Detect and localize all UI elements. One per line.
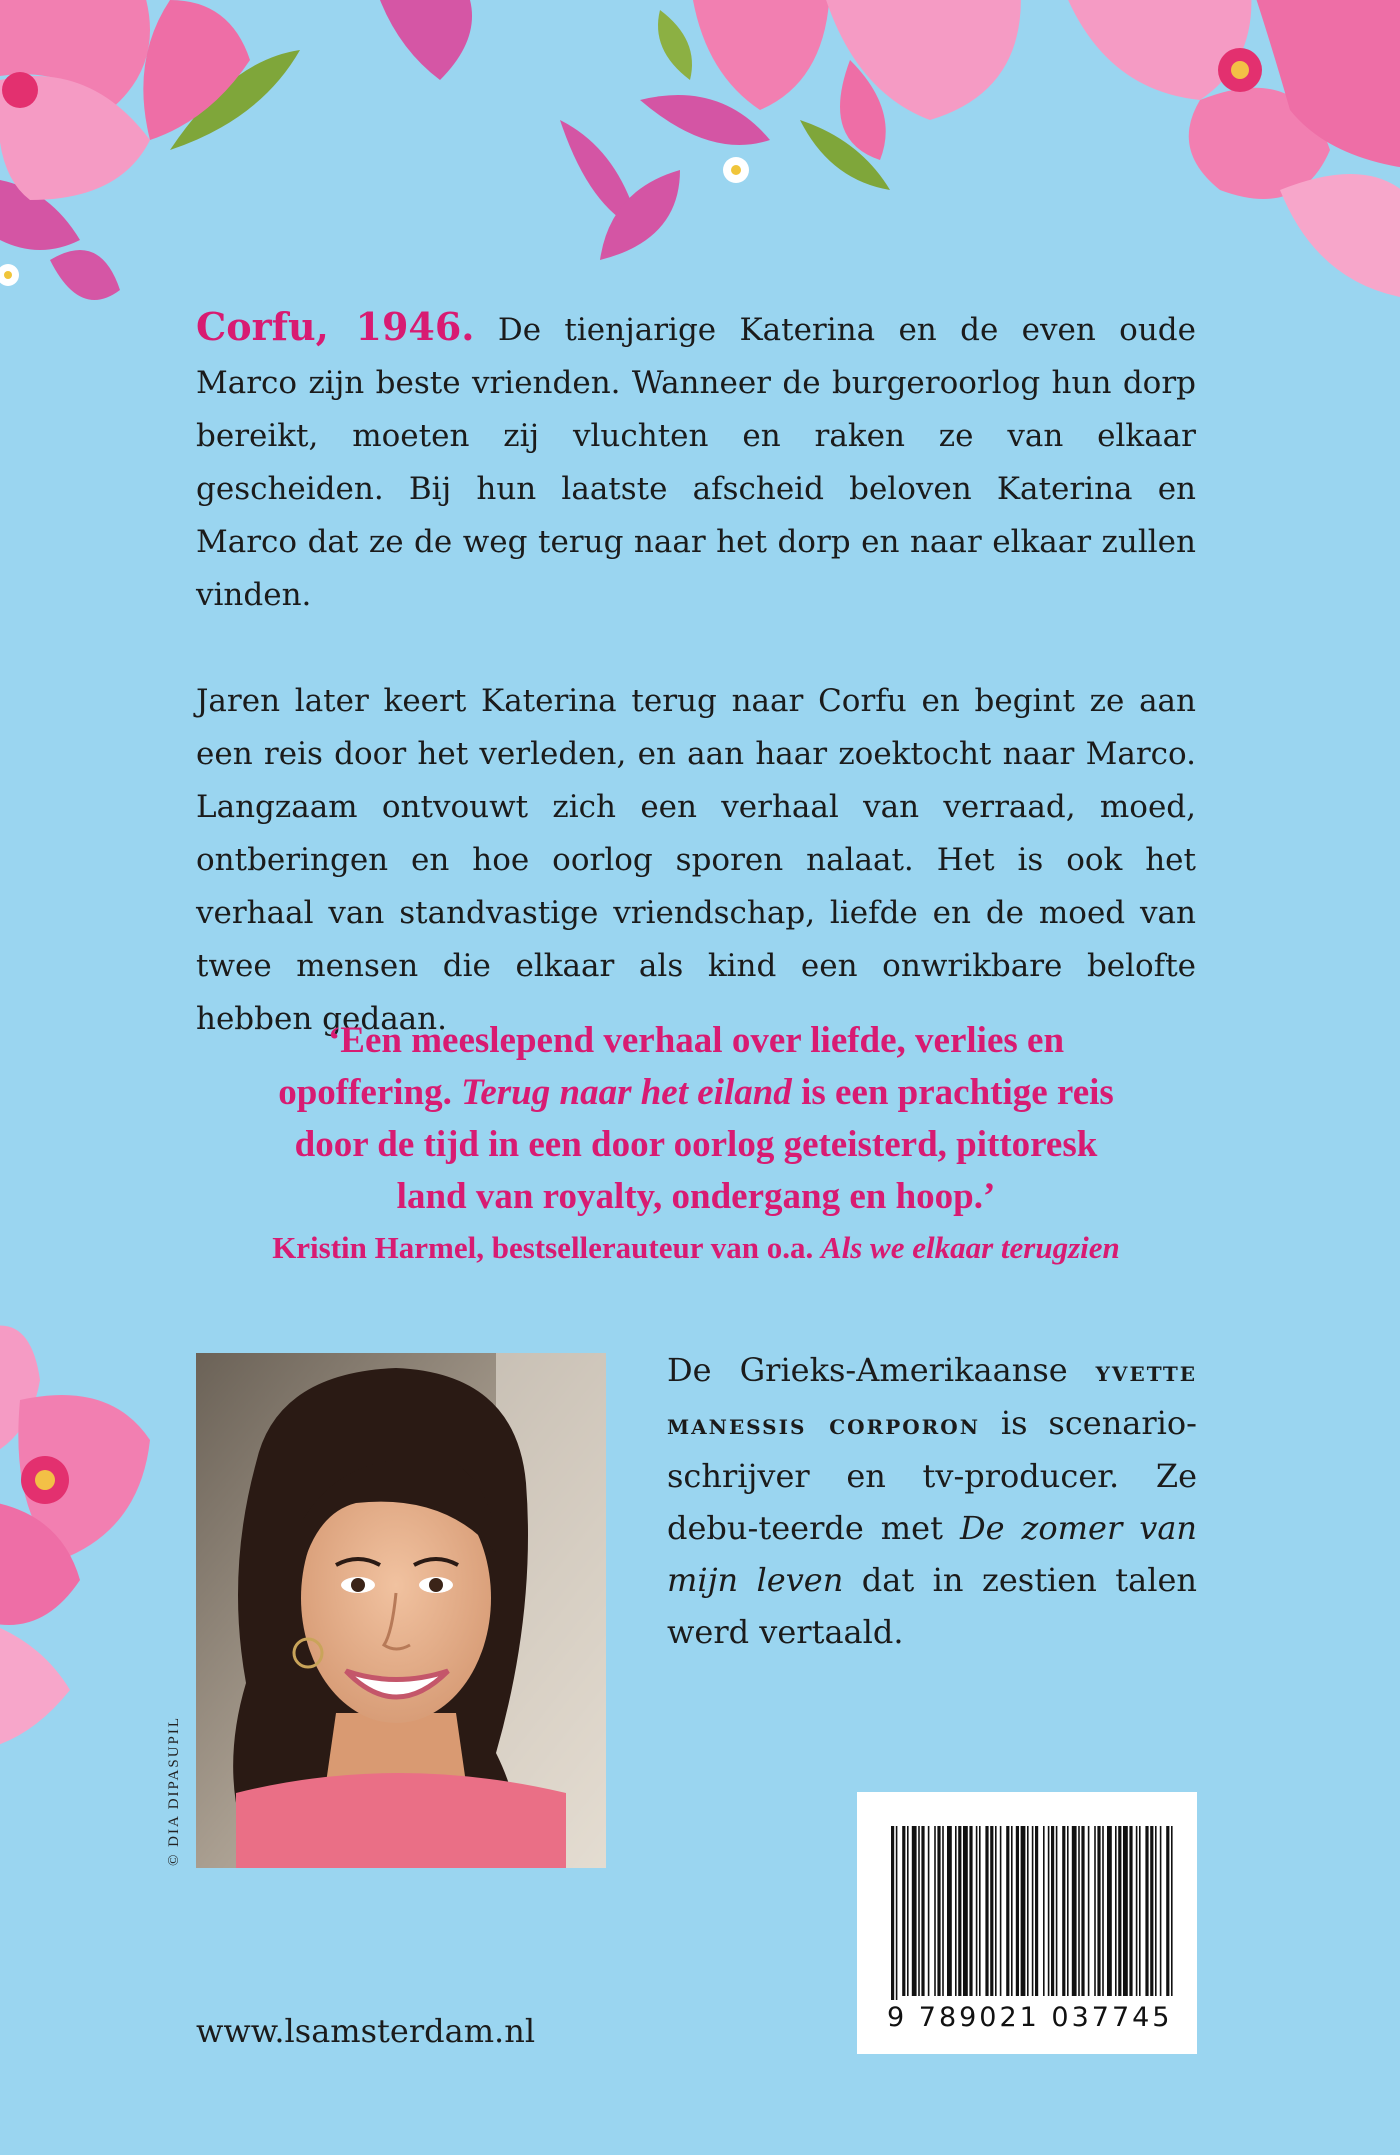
barcode-bar [947,1826,952,1996]
barcode-bar [1048,1826,1050,1996]
barcode-bar [1032,1826,1034,1996]
quote-attribution: Kristin Harmel, bestsellerauteur van o.a. Als we elkaar terugzien [272,1230,1120,1265]
isbn-number: 9 789021 037745 [887,2002,1173,2033]
barcode-bar [1150,1826,1153,1996]
quoted-book-title: Terug naar het eiland [461,1072,792,1113]
barcode-bar [979,1826,981,1996]
blurb-paragraph-1 [196,300,1196,622]
barcode-bar [1115,1826,1117,1996]
review-quote [196,1015,1196,1273]
author-name: yvette manessis corporon [667,1354,1197,1441]
barcode-bar [1056,1826,1058,1996]
blurb [196,300,1196,1099]
barcode-bar [990,1826,993,1996]
attribution-book-title: Als we elkaar terugzien [820,1230,1120,1265]
barcode-bar [955,1826,957,1996]
barcode-bar [1097,1826,1100,1996]
barcode-bar [1035,1826,1038,1996]
author-bio: De Grieks-Amerikaanse yvette manessis corporon is scenario-schrijver en tv-producer. Ze debu-teerde met De zomer van mijn leven dat in zestien talen werd vertaald. [667,1351,1198,1651]
barcode-bar [969,1826,972,1996]
barcode-bar [1145,1826,1148,1996]
blurb-paragraph-1-text: De tienjarige Katerina en de even oude Marco zijn beste vrienden. Wanneer de burgeroorlog hun dorp bereikt, moeten zij vluchten en raken ze van elkaar gescheiden. Bij hun laatste afscheid beloven Katerina en Marco dat ze de weg terug naar het dorp en naar elkaar zullen vinden. [196,312,1196,613]
barcode-bars [887,1826,1177,2000]
hibiscus-flower-top-right [1060,0,1400,300]
photo-credit: © DIA DIPASUPIL [166,1715,182,1866]
barcode-bar [1088,1826,1090,1996]
barcode-bar [995,1826,997,1996]
blurb-lead: Corfu, 1946. [196,304,475,349]
barcode-bar [896,1826,898,2000]
quote-line: opoffering. Terug naar het eiland is een prachtige reis [278,1072,1114,1113]
barcode-bar [1171,1826,1173,1996]
barcode-bar [1006,1826,1009,1996]
hibiscus-flower-left [0,1326,150,1750]
barcode-bar [1118,1826,1121,1996]
barcode-bar [985,1826,988,1996]
author-photo [196,1353,606,1868]
leaf-icon [658,10,692,80]
barcode-bar [921,1826,924,1996]
barcode-bar [958,1826,961,1996]
quote-line: ‘Een meeslepend verhaal over liefde, verlies en [327,1020,1065,1061]
barcode-bar [1129,1826,1132,1996]
barcode-bar [1051,1826,1054,1996]
barcode-bar [928,1826,930,1996]
barcode-bar [1067,1826,1069,1996]
barcode-bar [1160,1826,1162,1996]
barcode-bar [937,1826,940,1996]
barcode-bar [942,1826,944,1996]
barcode-bar [1011,1826,1013,1996]
barcode-bar [934,1826,936,1996]
barcode-bar [1021,1826,1026,1996]
isbn-barcode [857,1792,1197,2054]
barcode-bar [1072,1826,1077,1996]
barcode-bar [907,1826,909,1996]
barcode-bar [918,1826,920,1996]
barcode-bar [1136,1826,1138,1996]
barcode-bar [1094,1826,1096,1996]
blurb-paragraph-2: Jaren later keert Katerina terug naar Corfu en begint ze aan een reis door het verleden, en aan haar zoektocht naar Marco. Langzaam ontvouwt zich een verhaal van verraad, moed, ontberingen en hoe oorlog sporen nalaat. Het is ook het verhaal van standvastige vriendschap, liefde en de moed van twee mensen die elkaar als kind een onwrikbare belofte hebben gedaan. [196,683,1196,1037]
barcode-bar [891,1826,894,2000]
barcode-bar [1000,1826,1002,1996]
quote-line: land van royalty, ondergang en hoop.’ [396,1176,996,1217]
barcode-bar [1078,1826,1080,1996]
barcode-bar [1166,1826,1169,1996]
barcode-bar [902,1826,905,1996]
barcode-bar [976,1826,978,1996]
barcode-bar [1043,1826,1045,1996]
hibiscus-flower-top-left [0,0,250,200]
barcode-bar [912,1826,917,1996]
barcode-bar [1062,1826,1065,1996]
barcode-bar [1107,1826,1112,1996]
barcode-bar [1102,1826,1104,1996]
barcode-bar [963,1826,968,1996]
barcode-bar [1081,1826,1084,1996]
publisher-website[interactable]: www.lsamsterdam.nl [196,2012,536,2050]
barcode-bar [1155,1826,1157,1996]
barcode-bar [1139,1826,1141,1996]
quote-line: door de tijd in een door oorlog geteisterd, pittoresk [294,1124,1098,1165]
barcode-bar [1123,1826,1128,1996]
previous-book-title: De zomer van mijn leven [667,1509,1198,1599]
barcode-bar [1016,1826,1019,1996]
barcode-bar [1027,1826,1029,1996]
